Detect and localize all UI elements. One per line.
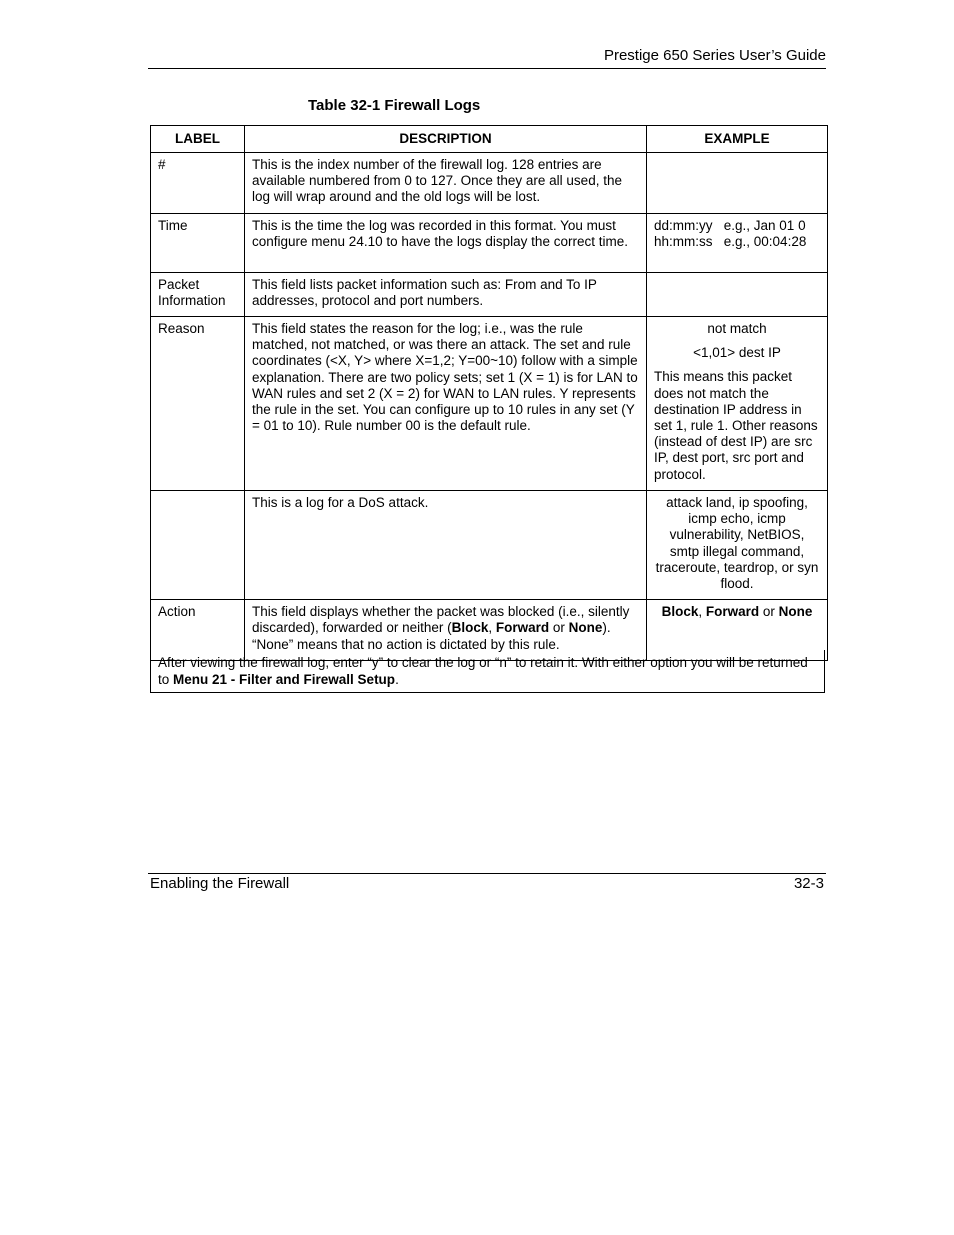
row-description: This field lists packet information such as: From and To IP addresses, protocol and port numbers. xyxy=(245,272,647,316)
table-row xyxy=(151,317,828,491)
running-header: Prestige 650 Series User’s Guide xyxy=(603,47,826,64)
row-example xyxy=(647,153,828,214)
table-title: Table 32-1 Firewall Logs xyxy=(308,97,481,114)
row-label: Time xyxy=(151,213,245,272)
row-example: Block, Forward or None xyxy=(647,600,828,661)
table-header-row xyxy=(151,126,828,153)
column-header-label: LABEL xyxy=(151,126,245,153)
row-label xyxy=(151,491,245,600)
example-time-format: hh:mm:ss e.g., 00:04:28 xyxy=(654,233,807,249)
row-example xyxy=(647,317,828,491)
row-description: This is the index number of the firewall log. 128 entries are available numbered from 0 to 127. Once they are all used, the log will wrap around and the old logs will be lost. xyxy=(245,153,647,214)
row-description: This is the time the log was recorded in this format. You must configure menu 24.10 to have the logs display the correct time. xyxy=(245,213,647,272)
table-row xyxy=(151,491,828,600)
menu-reference: Menu 21 - Filter and Firewall Setup xyxy=(173,672,396,687)
row-example xyxy=(647,213,828,272)
table-row xyxy=(151,213,828,272)
example-explanation: This means this packet does not match the destination IP address in set 1, rule 1. Other reasons (instead of dest IP) are src IP, dest port, src port and protocol. xyxy=(654,369,818,482)
table-row xyxy=(151,153,828,214)
row-description: This field states the reason for the log; i.e., was the rule matched, not matched, or was there an attack. The set and rule coordinates (<X, Y> where X=1,2; Y=00~10) follow with a simple explanation. There are two policy sets; set 1 (X = 1) is for LAN to WAN rules and set 2 (X = 2) for WAN to LAN rules. Y represents the rule in the set. You can configure up to 10 rules in any set (Y = 01 to 10). Rule number 00 is the default rule. xyxy=(245,317,647,491)
example-dest-ip: <1,01> dest IP xyxy=(693,345,781,361)
row-label: Reason xyxy=(151,317,245,491)
bold-block: Block xyxy=(451,620,489,636)
row-example: attack land, ip spoofing, icmp echo, icmp vulnerability, NetBIOS, smtp illegal command, traceroute, teardrop, or syn flood. xyxy=(647,491,828,600)
column-header-example: EXAMPLE xyxy=(647,126,828,153)
footer-chapter: Enabling the Firewall xyxy=(150,875,290,892)
column-header-description: DESCRIPTION xyxy=(245,126,647,153)
header-rule xyxy=(148,68,826,69)
row-description: This is a log for a DoS attack. xyxy=(245,491,647,600)
row-label: Packet Information xyxy=(151,272,245,316)
table-row xyxy=(151,272,828,316)
row-description: This field displays whether the packet was blocked (i.e., silently discarded), forwarded or neither (Block, Forward or None). “None” means that no action is dictated by this rule. xyxy=(245,600,647,661)
bold-forward: Forward xyxy=(495,620,550,636)
example-date-format: dd:mm:yy e.g., Jan 01 0 xyxy=(654,217,806,233)
firewall-logs-table xyxy=(150,125,828,661)
row-label: Action xyxy=(151,600,245,661)
row-example xyxy=(647,272,828,316)
bold-none: None xyxy=(568,620,603,636)
page-number: 32-3 xyxy=(793,875,824,892)
footer-rule xyxy=(148,873,826,874)
row-label: # xyxy=(151,153,245,214)
example-not-match: not match xyxy=(707,321,767,337)
table-note: After viewing the firewall log, enter “y” to clear the log or “n” to retain it. With either option you will be returned to Menu 21 - Filter and Firewall Setup. xyxy=(150,650,825,693)
